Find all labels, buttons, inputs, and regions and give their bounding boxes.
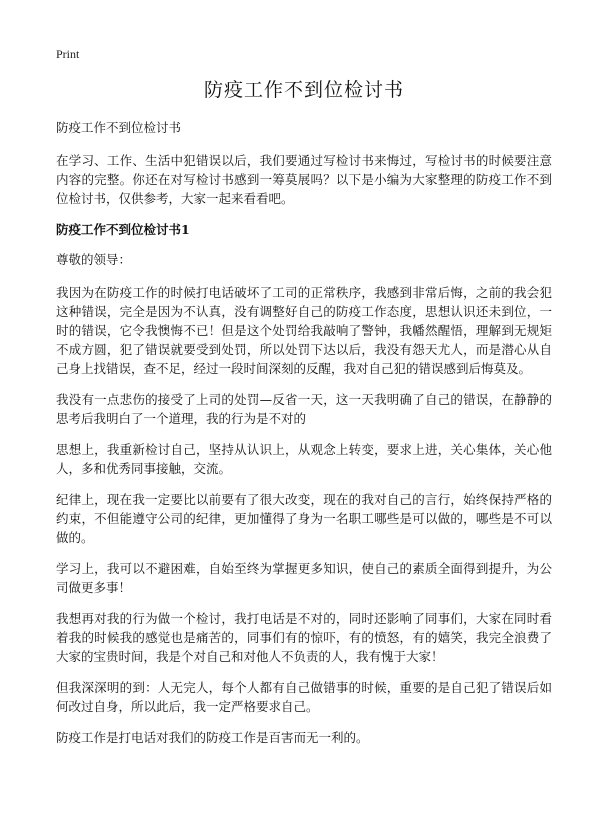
section-heading: 防疫工作不到位检讨书1	[56, 222, 190, 237]
intro-paragraph: 在学习、工作、生活中犯错误以后，我们要通过写检讨书来悔过，写检讨书的时候要注意内容的完整。你还在对写检讨书感到一筹莫展吗？以下是小编为大家整理的防疫工作不到位检讨书，仅供参考，大家一起来看看吧。	[56, 153, 552, 206]
body-paragraph: 思想上，我重新检讨自己，坚持从认识上，从观念上转变，要求上进，关心集体，关心他人，多和优秀同事接触，交流。	[56, 442, 552, 476]
document-subtitle: 防疫工作不到位检讨书	[56, 120, 182, 135]
body-paragraph: 我没有一点悲伤的接受了上司的处罚—反省一天，这一天我明确了自己的错误，在静静的思考后我明白了一个道理，我的行为是不对的	[56, 392, 552, 426]
page-title: 防疫工作不到位检讨书	[203, 79, 404, 101]
body-paragraph: 但我深深明的到：人无完人，每个人都有自己做错事的时候，重要的是自己犯了错误后如何改过自身，所以此后，我一定严格要求自己。	[56, 680, 552, 714]
body-paragraph: 防疫工作是打电话对我们的防疫工作是百害而无一利的。	[56, 730, 369, 745]
body-paragraph: 纪律上，现在我一定要比以前要有了很大改变，现在的我对自己的言行，始终保持严格的约束，不但能遵守公司的纪律，更加懂得了身为一名职工哪些是可以做的，哪些是不可以做的。	[56, 492, 552, 545]
body-paragraph: 学习上，我可以不避困难，自始至终为掌握更多知识，使自己的素质全面得到提升，为公司做更多事！	[56, 561, 552, 595]
print-link[interactable]: Print	[56, 47, 80, 61]
salutation: 尊敬的领导：	[56, 252, 132, 267]
body-paragraph: 我因为在防疫工作的时候打电话破坏了工司的正常秩序，我感到非常后悔，之前的我会犯这种错误，完全是因为不认真，没有调整好自己的防疫工作态度，思想认识还未到位，一时的错误，它令我懊悔不已！但是这个处罚给我敲响了警钟，我幡然醒悟，理解到无规矩不成方圆，犯了错误就要受到处罚，所以处罚下达以后，我没有怨天尤人，而是潜心从自己身上找错误，查不足，经过一段时间深刻的反醒，我对自己犯的错误感到后悔莫及。	[56, 285, 552, 376]
body-paragraph: 我想再对我的行为做一个检讨，我打电话是不对的，同时还影响了同事们，大家在同时看着我的时候我的感觉也是痛苦的，同事们有的惊吓，有的愤怒，有的嬉笑，我完全浪费了大家的宝贵时间，我是个对自己和对他人不负责的人，我有愧于大家！	[56, 611, 552, 664]
